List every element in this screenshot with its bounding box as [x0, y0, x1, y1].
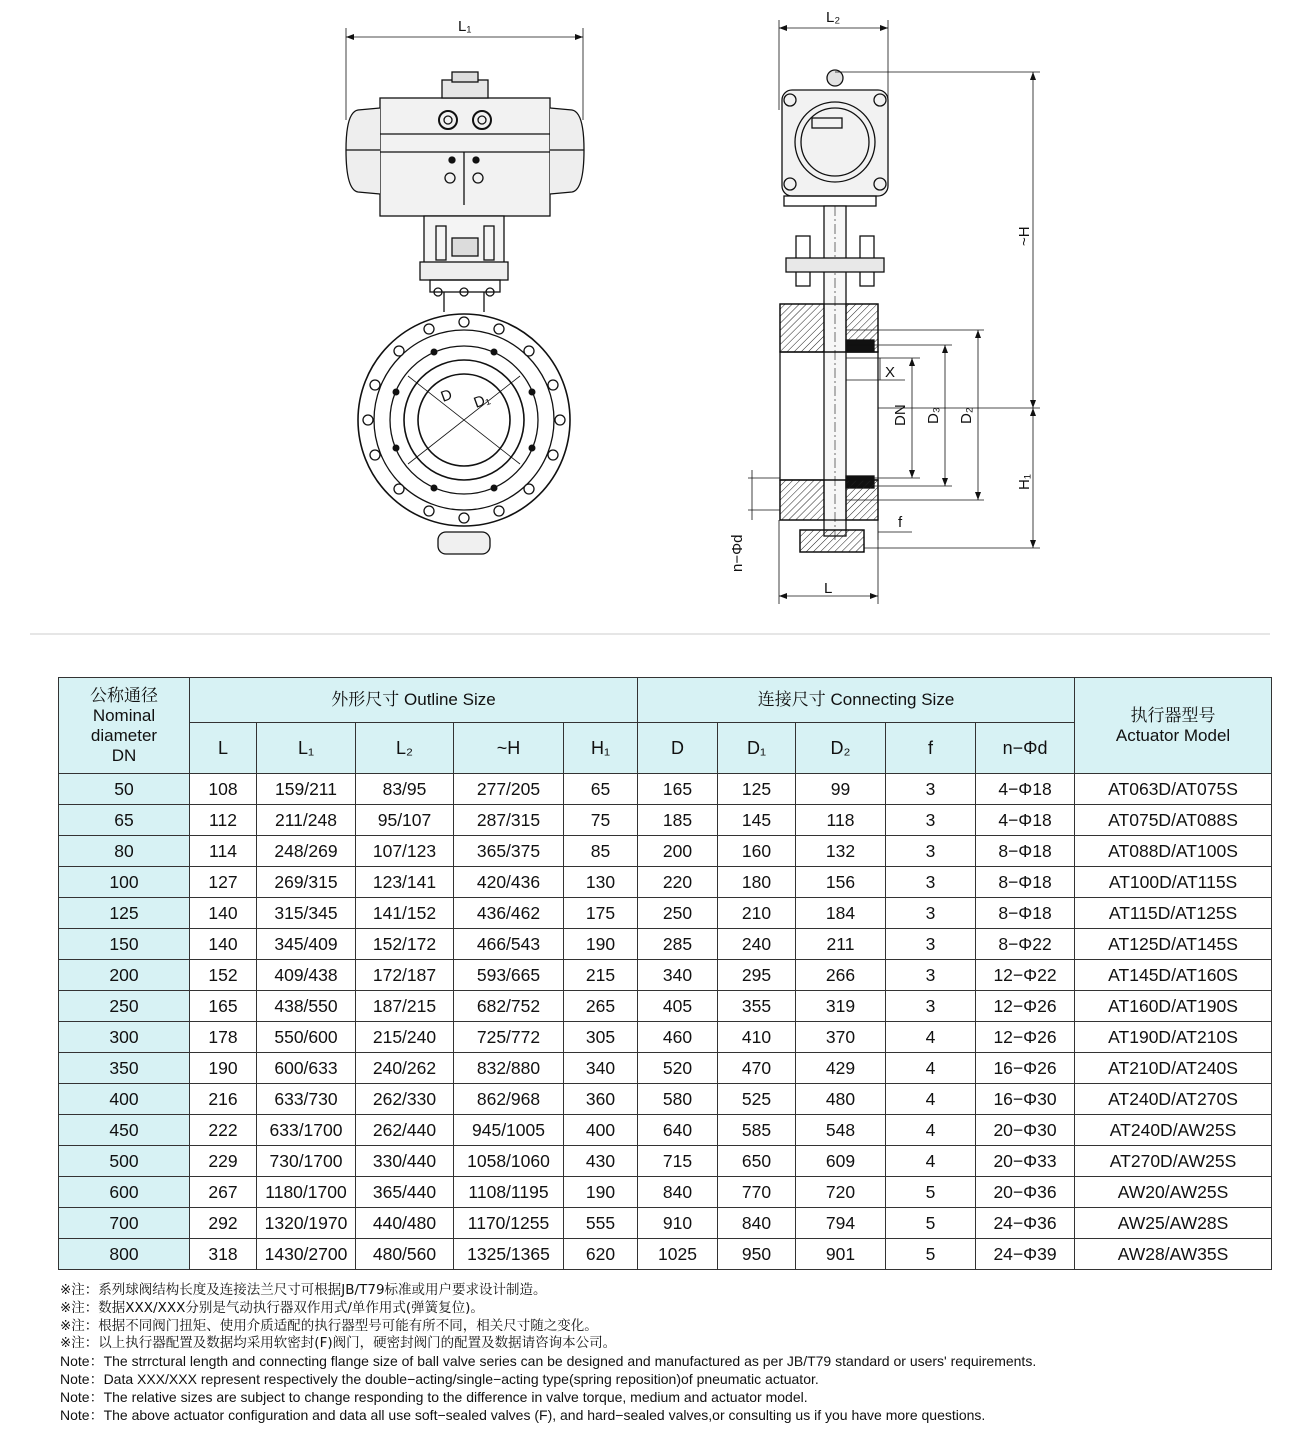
actuator-cell: AT125D/AT145S [1075, 929, 1272, 960]
table-cell: 190 [564, 1177, 638, 1208]
actuator-cell: AT210D/AT240S [1075, 1053, 1272, 1084]
table-cell: 840 [718, 1208, 796, 1239]
table-cell: 438/550 [257, 991, 356, 1022]
header-nominal-diameter [59, 678, 190, 774]
table-cell: 200 [638, 836, 718, 867]
table-cell: 319 [796, 991, 886, 1022]
table-cell: 240 [718, 929, 796, 960]
table-cell: 229 [190, 1146, 257, 1177]
column-header: f [886, 723, 976, 774]
table-cell: 16−Φ26 [976, 1053, 1075, 1084]
dn-cell: 500 [59, 1146, 190, 1177]
dn-cell: 50 [59, 774, 190, 805]
label-d3: D₃ [925, 407, 942, 424]
label-d2: D₂ [958, 407, 975, 424]
dn-cell: 150 [59, 929, 190, 960]
table-cell: 5 [886, 1177, 976, 1208]
header-actuator-line: 执行器型号 [1130, 705, 1216, 725]
table-cell: 720 [796, 1177, 886, 1208]
table-cell: 185 [638, 805, 718, 836]
dn-cell: 250 [59, 991, 190, 1022]
dn-cell: 100 [59, 867, 190, 898]
dimension-table [58, 677, 1272, 1270]
table-cell: 901 [796, 1239, 886, 1270]
dn-cell: 450 [59, 1115, 190, 1146]
table-cell: 262/330 [356, 1084, 454, 1115]
table-cell: 840 [638, 1177, 718, 1208]
notes [60, 1282, 1280, 1424]
table-cell: 8−Φ18 [976, 898, 1075, 929]
table-row [59, 1208, 1272, 1239]
dn-cell: 400 [59, 1084, 190, 1115]
table-cell: 4 [886, 1146, 976, 1177]
label-d1: D₁ [471, 390, 493, 412]
table-cell: 141/152 [356, 898, 454, 929]
table-cell: 180 [718, 867, 796, 898]
table-cell: 950 [718, 1239, 796, 1270]
table-cell: 620 [564, 1239, 638, 1270]
table-cell: 945/1005 [454, 1115, 564, 1146]
dn-cell: 200 [59, 960, 190, 991]
table-cell: 365/375 [454, 836, 564, 867]
table-cell: 216 [190, 1084, 257, 1115]
table-cell: 4 [886, 1022, 976, 1053]
table-cell: 315/345 [257, 898, 356, 929]
header-connecting-size: 连接尺寸 Connecting Size [638, 678, 1075, 723]
table-cell: 220 [638, 867, 718, 898]
table-cell: 910 [638, 1208, 718, 1239]
table-cell: 550/600 [257, 1022, 356, 1053]
table-cell: 715 [638, 1146, 718, 1177]
label-x: X [885, 364, 896, 381]
table-cell: 159/211 [257, 774, 356, 805]
table-cell: 267 [190, 1177, 257, 1208]
label-dn: DN [892, 404, 909, 426]
table-cell: 682/752 [454, 991, 564, 1022]
table-cell: 210 [718, 898, 796, 929]
table-cell: 1108/1195 [454, 1177, 564, 1208]
table-cell: 460 [638, 1022, 718, 1053]
table-cell: 609 [796, 1146, 886, 1177]
column-header: L [190, 723, 257, 774]
table-cell: 215 [564, 960, 638, 991]
table-cell: 305 [564, 1022, 638, 1053]
actuator-cell: AW28/AW35S [1075, 1239, 1272, 1270]
table-cell: 248/269 [257, 836, 356, 867]
table-cell: 480 [796, 1084, 886, 1115]
dn-cell: 80 [59, 836, 190, 867]
table-row [59, 1053, 1272, 1084]
dn-cell: 350 [59, 1053, 190, 1084]
table-cell: 436/462 [454, 898, 564, 929]
table-cell: 190 [190, 1053, 257, 1084]
actuator-cell: AT115D/AT125S [1075, 898, 1272, 929]
table-row [59, 898, 1272, 929]
actuator-cell: AT160D/AT190S [1075, 991, 1272, 1022]
table-cell: 5 [886, 1208, 976, 1239]
table-cell: 85 [564, 836, 638, 867]
table-cell: 1058/1060 [454, 1146, 564, 1177]
header-nominal-line: 公称通径 [90, 685, 158, 705]
column-header: ~H [454, 723, 564, 774]
table-cell: 633/730 [257, 1084, 356, 1115]
table-cell: 520 [638, 1053, 718, 1084]
table-cell: 633/1700 [257, 1115, 356, 1146]
table-cell: 585 [718, 1115, 796, 1146]
actuator-cell: AT100D/AT115S [1075, 867, 1272, 898]
table-cell: 118 [796, 805, 886, 836]
header-nominal-line: DN [111, 745, 137, 765]
table-cell: 140 [190, 898, 257, 929]
table-cell: 211 [796, 929, 886, 960]
table-cell: 725/772 [454, 1022, 564, 1053]
table-cell: 330/440 [356, 1146, 454, 1177]
table-cell: 593/665 [454, 960, 564, 991]
table-cell: 8−Φ22 [976, 929, 1075, 960]
table-cell: 345/409 [257, 929, 356, 960]
table-cell: 215/240 [356, 1022, 454, 1053]
table-cell: 466/543 [454, 929, 564, 960]
table-cell: 3 [886, 805, 976, 836]
dn-cell: 800 [59, 1239, 190, 1270]
note-line: ※注：以上执行器配置及数据均采用软密封(F)阀门，硬密封阀门的配置及数据请咨询本公司。 [60, 1335, 617, 1352]
table-cell: 285 [638, 929, 718, 960]
table-header [59, 678, 1272, 774]
table-cell: 1025 [638, 1239, 718, 1270]
table-cell: 832/880 [454, 1053, 564, 1084]
table-cell: 132 [796, 836, 886, 867]
label-f: f [898, 514, 903, 531]
header-nominal-line: Nominal [92, 705, 156, 725]
table-cell: 99 [796, 774, 886, 805]
table-cell: 160 [718, 836, 796, 867]
dn-cell: 600 [59, 1177, 190, 1208]
column-header: D₁ [718, 723, 796, 774]
table-cell: 525 [718, 1084, 796, 1115]
table-cell: 287/315 [454, 805, 564, 836]
table-cell: 370 [796, 1022, 886, 1053]
note-line: Note：The strrctural length and connecting flange size of ball valve series can be designed and manufactured as per JB/T79 standard or users' requirements. [60, 1353, 1037, 1370]
table-row [59, 836, 1272, 867]
table-cell: 152/172 [356, 929, 454, 960]
technical-drawings [0, 0, 1298, 640]
table-cell: 1430/2700 [257, 1239, 356, 1270]
dn-cell: 65 [59, 805, 190, 836]
table-cell: 3 [886, 929, 976, 960]
table-row [59, 1239, 1272, 1270]
table-row [59, 1115, 1272, 1146]
table-cell: 429 [796, 1053, 886, 1084]
table-cell: 400 [564, 1115, 638, 1146]
table-cell: 355 [718, 991, 796, 1022]
table-cell: 8−Φ18 [976, 836, 1075, 867]
table-cell: 12−Φ22 [976, 960, 1075, 991]
table-row [59, 929, 1272, 960]
header-actuator-line: Actuator Model [1115, 725, 1231, 745]
table-cell: 12−Φ26 [976, 991, 1075, 1022]
table-cell: 95/107 [356, 805, 454, 836]
table-cell: 112 [190, 805, 257, 836]
table-row [59, 991, 1272, 1022]
label-l2: L₂ [826, 9, 841, 26]
actuator-cell: AW25/AW28S [1075, 1208, 1272, 1239]
table-cell: 240/262 [356, 1053, 454, 1084]
table-cell: 295 [718, 960, 796, 991]
label-l1: L₁ [458, 18, 472, 35]
actuator-cell: AT145D/AT160S [1075, 960, 1272, 991]
table-row [59, 960, 1272, 991]
table-cell: 65 [564, 774, 638, 805]
table-cell: 187/215 [356, 991, 454, 1022]
side-view-drawing [748, 20, 1040, 604]
table-cell: 140 [190, 929, 257, 960]
table-cell: 250 [638, 898, 718, 929]
table-cell: 269/315 [257, 867, 356, 898]
table-cell: 114 [190, 836, 257, 867]
label-n-phi-d: n−Φd [729, 534, 746, 572]
table-cell: 3 [886, 774, 976, 805]
table-cell: 211/248 [257, 805, 356, 836]
dn-cell: 300 [59, 1022, 190, 1053]
table-cell: 24−Φ39 [976, 1239, 1075, 1270]
table-cell: 265 [564, 991, 638, 1022]
header-nominal-line: diameter [90, 725, 158, 745]
label-h: ~H [1016, 226, 1033, 246]
table-cell: 127 [190, 867, 257, 898]
table-row [59, 1177, 1272, 1208]
table-cell: 20−Φ33 [976, 1146, 1075, 1177]
table-cell: 862/968 [454, 1084, 564, 1115]
table-cell: 175 [564, 898, 638, 929]
table-cell: 410 [718, 1022, 796, 1053]
table-row [59, 1022, 1272, 1053]
note-line: ※注：根据不同阀门扭矩、使用介质适配的执行器型号可能有所不同，相关尺寸随之变化。 [60, 1317, 598, 1334]
column-header: L₂ [356, 723, 454, 774]
table-cell: 165 [638, 774, 718, 805]
table-cell: 24−Φ36 [976, 1208, 1075, 1239]
table-cell: 650 [718, 1146, 796, 1177]
table-cell: 365/440 [356, 1177, 454, 1208]
table-cell: 580 [638, 1084, 718, 1115]
table-cell: 152 [190, 960, 257, 991]
label-d: D [438, 386, 455, 406]
table-row [59, 774, 1272, 805]
table-cell: 794 [796, 1208, 886, 1239]
actuator-cell: AT240D/AW25S [1075, 1115, 1272, 1146]
actuator-cell: AT190D/AT210S [1075, 1022, 1272, 1053]
table-cell: 548 [796, 1115, 886, 1146]
dn-cell: 125 [59, 898, 190, 929]
table-row [59, 1084, 1272, 1115]
table-cell: 3 [886, 960, 976, 991]
table-cell: 340 [564, 1053, 638, 1084]
table-cell: 16−Φ30 [976, 1084, 1075, 1115]
table-cell: 420/436 [454, 867, 564, 898]
table-cell: 3 [886, 836, 976, 867]
table-cell: 4−Φ18 [976, 805, 1075, 836]
actuator-cell: AT088D/AT100S [1075, 836, 1272, 867]
column-header: n−Φd [976, 723, 1075, 774]
header-actuator-model [1075, 678, 1272, 774]
table-cell: 430 [564, 1146, 638, 1177]
dn-cell: 700 [59, 1208, 190, 1239]
table-row [59, 867, 1272, 898]
table-cell: 130 [564, 867, 638, 898]
table-cell: 190 [564, 929, 638, 960]
table-cell: 125 [718, 774, 796, 805]
table-cell: 3 [886, 867, 976, 898]
table-cell: 4 [886, 1053, 976, 1084]
actuator-cell: AW20/AW25S [1075, 1177, 1272, 1208]
table-cell: 156 [796, 867, 886, 898]
table-cell: 165 [190, 991, 257, 1022]
table-cell: 470 [718, 1053, 796, 1084]
actuator-cell: AT075D/AT088S [1075, 805, 1272, 836]
column-header: D₂ [796, 723, 886, 774]
table-cell: 405 [638, 991, 718, 1022]
table-cell: 409/438 [257, 960, 356, 991]
table-cell: 440/480 [356, 1208, 454, 1239]
table-cell: 3 [886, 898, 976, 929]
table-row [59, 805, 1272, 836]
table-cell: 123/141 [356, 867, 454, 898]
table-cell: 555 [564, 1208, 638, 1239]
table-cell: 1325/1365 [454, 1239, 564, 1270]
header-outline-size: 外形尺寸 Outline Size [190, 678, 638, 723]
table-cell: 3 [886, 991, 976, 1022]
column-header: L₁ [257, 723, 356, 774]
table-cell: 730/1700 [257, 1146, 356, 1177]
actuator-cell: AT063D/AT075S [1075, 774, 1272, 805]
table-cell: 178 [190, 1022, 257, 1053]
table-cell: 1170/1255 [454, 1208, 564, 1239]
table-cell: 108 [190, 774, 257, 805]
table-cell: 318 [190, 1239, 257, 1270]
separator-line [30, 633, 1270, 635]
note-line: Note：Data XXX/XXX represent respectively the double−acting/single−acting type(spring reposition)of pneumatic actuator. [60, 1370, 819, 1387]
table-cell: 480/560 [356, 1239, 454, 1270]
column-header: D [638, 723, 718, 774]
table-cell: 75 [564, 805, 638, 836]
table-cell: 107/123 [356, 836, 454, 867]
table-cell: 770 [718, 1177, 796, 1208]
label-l: L [824, 580, 833, 597]
table-cell: 4 [886, 1115, 976, 1146]
table-cell: 4 [886, 1084, 976, 1115]
table-cell: 262/440 [356, 1115, 454, 1146]
column-header: H₁ [564, 723, 638, 774]
note-line: Note：The relative sizes are subject to change responding to the difference in valve torque, medium and actuator model. [60, 1388, 808, 1405]
table-cell: 5 [886, 1239, 976, 1270]
table-cell: 172/187 [356, 960, 454, 991]
table-cell: 1180/1700 [257, 1177, 356, 1208]
table-cell: 8−Φ18 [976, 867, 1075, 898]
table-cell: 222 [190, 1115, 257, 1146]
table-cell: 1320/1970 [257, 1208, 356, 1239]
table-cell: 277/205 [454, 774, 564, 805]
table-cell: 292 [190, 1208, 257, 1239]
table-cell: 340 [638, 960, 718, 991]
table-cell: 360 [564, 1084, 638, 1115]
table-cell: 83/95 [356, 774, 454, 805]
table-cell: 184 [796, 898, 886, 929]
actuator-cell: AT270D/AW25S [1075, 1146, 1272, 1177]
note-line: Note：The above actuator configuration and data all use soft−sealed valves (F), and hard−sealed valves,or consulting us if you have more questions. [60, 1406, 986, 1423]
table-cell: 20−Φ36 [976, 1177, 1075, 1208]
note-line: ※注：系列球阀结构长度及连接法兰尺寸可根据JB/T79标准或用户要求设计制造。 [60, 1282, 547, 1298]
table-cell: 4−Φ18 [976, 774, 1075, 805]
table-cell: 266 [796, 960, 886, 991]
table-cell: 600/633 [257, 1053, 356, 1084]
table-cell: 145 [718, 805, 796, 836]
note-line: ※注：数据XXX/XXX分别是气动执行器双作用式/单作用式(弹簧复位)。 [60, 1299, 484, 1316]
table-body [59, 774, 1272, 1270]
front-view-drawing [346, 28, 584, 554]
label-h1: H₁ [1016, 474, 1033, 490]
table-cell: 20−Φ30 [976, 1115, 1075, 1146]
table-cell: 640 [638, 1115, 718, 1146]
table-cell: 12−Φ26 [976, 1022, 1075, 1053]
actuator-cell: AT240D/AT270S [1075, 1084, 1272, 1115]
table-row [59, 1146, 1272, 1177]
